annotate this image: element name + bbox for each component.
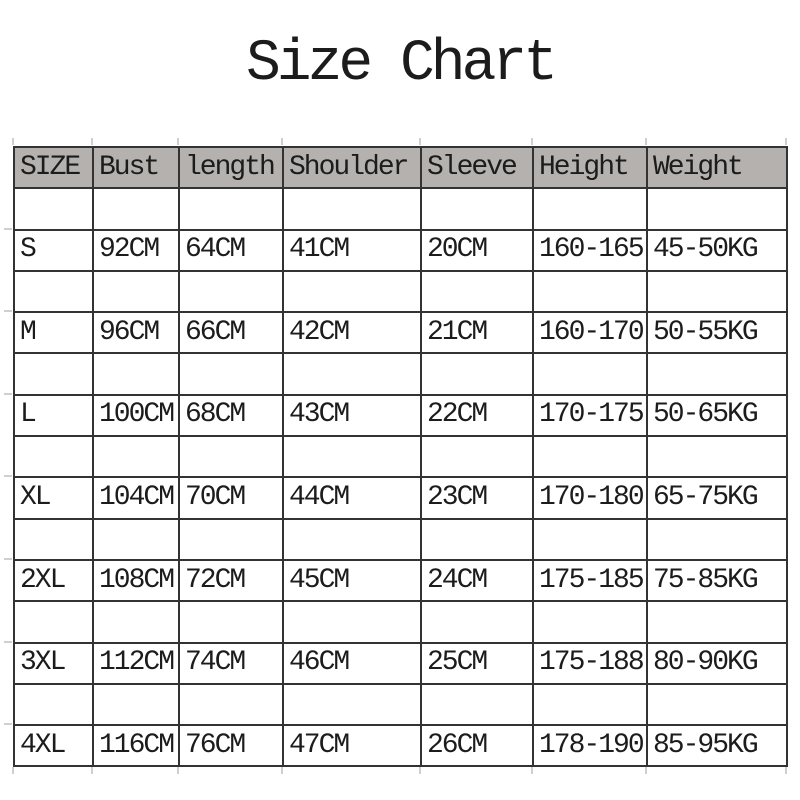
spacer-cell [647,271,787,312]
spacer-cell [93,684,179,725]
spacer-cell [93,601,179,642]
table-cell-bust: 104CM [93,477,179,518]
table-cell-size: M [14,312,93,353]
table-cell-length: 68CM [179,395,283,436]
spacer-cell [179,601,283,642]
table-cell-length: 74CM [179,643,283,684]
table-cell-sleeve: 21CM [421,312,533,353]
gridline-stub [531,767,533,774]
spacer-cell [647,436,787,477]
gridline-stub [4,310,12,312]
spacer-cell [93,353,179,394]
table-cell-height: 178-190 [533,725,647,766]
table-cell-length: 70CM [179,477,283,518]
spacer-cell [421,519,533,560]
spacer-row [14,601,787,642]
table-cell-weight: 80-90KG [647,643,787,684]
table-cell-size: S [14,230,93,271]
table-cell-bust: 92CM [93,230,179,271]
table-header-row [14,147,787,188]
spacer-cell [421,601,533,642]
table-cell-shoulder: 44CM [283,477,421,518]
spacer-cell [533,684,647,725]
spacer-row [14,519,787,560]
size-chart-table [13,146,788,767]
spacer-cell [93,271,179,312]
table-cell-height: 170-175 [533,395,647,436]
table-cell-sleeve: 22CM [421,395,533,436]
spacer-cell [93,188,179,229]
size-row-xl [14,477,787,518]
table-cell-shoulder: 43CM [283,395,421,436]
spacer-cell [647,188,787,229]
gridline-stub [4,475,12,477]
spacer-row [14,271,787,312]
table-cell-size: XL [14,477,93,518]
gridline-stub [419,767,421,774]
spacer-cell [421,684,533,725]
spacer-cell [647,519,787,560]
spacer-cell [533,601,647,642]
table-cell-height: 175-185 [533,560,647,601]
gridline-stub [645,767,647,774]
spacer-row [14,436,787,477]
spacer-cell [421,353,533,394]
size-row-s [14,230,787,271]
gridline-stub [12,767,14,774]
gridline-stub [419,138,421,145]
table-cell-shoulder: 47CM [283,725,421,766]
table-cell-height: 160-165 [533,230,647,271]
table-cell-weight: 45-50KG [647,230,787,271]
table-cell-sleeve: 25CM [421,643,533,684]
table-cell-bust: 116CM [93,725,179,766]
spacer-cell [179,436,283,477]
size-row-l [14,395,787,436]
size-row-3xl [14,643,787,684]
column-header-bust: Bust [93,147,179,188]
gridline-stub [531,138,533,145]
spacer-cell [647,353,787,394]
spacer-cell [283,684,421,725]
spacer-cell [421,271,533,312]
table-cell-sleeve: 24CM [421,560,533,601]
table-cell-sleeve: 26CM [421,725,533,766]
table-cell-weight: 50-65KG [647,395,787,436]
spacer-cell [14,601,93,642]
gridline-stub [281,767,283,774]
gridline-stub [177,138,179,145]
spacer-cell [14,271,93,312]
table-cell-shoulder: 45CM [283,560,421,601]
size-row-2xl [14,560,787,601]
table-cell-weight: 85-95KG [647,725,787,766]
gridline-stub [91,767,93,774]
table-cell-length: 76CM [179,725,283,766]
spacer-cell [533,188,647,229]
spacer-cell [283,436,421,477]
gridline-stub [281,138,283,145]
table-cell-height: 160-170 [533,312,647,353]
spacer-cell [93,519,179,560]
page-title: Size Chart [245,32,555,97]
gridline-stub [4,723,12,725]
gridline-stub [4,558,12,560]
gridline-stub [645,138,647,145]
spacer-cell [179,519,283,560]
spacer-cell [533,271,647,312]
gridline-stub [785,138,787,145]
table-body [14,188,787,766]
table-cell-size: L [14,395,93,436]
table-cell-length: 66CM [179,312,283,353]
spacer-cell [533,519,647,560]
spacer-cell [533,353,647,394]
column-header-sleeve: Sleeve [421,147,533,188]
gridline-stub [4,393,12,395]
gridline-stub [177,767,179,774]
table-cell-height: 175-188 [533,643,647,684]
table-cell-length: 64CM [179,230,283,271]
spacer-cell [179,188,283,229]
spacer-cell [14,519,93,560]
table-cell-weight: 50-55KG [647,312,787,353]
spacer-cell [14,436,93,477]
gridline-stub [12,138,14,145]
table-cell-weight: 65-75KG [647,477,787,518]
spacer-cell [283,519,421,560]
column-header-size: SIZE [14,147,93,188]
spacer-cell [647,601,787,642]
table-cell-size: 4XL [14,725,93,766]
table-cell-bust: 96CM [93,312,179,353]
spacer-cell [179,271,283,312]
table-cell-shoulder: 42CM [283,312,421,353]
spacer-cell [647,684,787,725]
spacer-cell [283,601,421,642]
table-cell-sleeve: 20CM [421,230,533,271]
spacer-cell [421,436,533,477]
gridline-stub [785,767,787,774]
size-row-4xl [14,725,787,766]
spacer-cell [93,436,179,477]
spacer-cell [179,353,283,394]
table-cell-sleeve: 23CM [421,477,533,518]
table-cell-bust: 100CM [93,395,179,436]
spacer-cell [14,684,93,725]
table-cell-shoulder: 46CM [283,643,421,684]
spacer-cell [283,271,421,312]
spacer-cell [14,188,93,229]
size-row-m [14,312,787,353]
table-cell-length: 72CM [179,560,283,601]
table-cell-shoulder: 41CM [283,230,421,271]
spacer-row [14,684,787,725]
table-cell-weight: 75-85KG [647,560,787,601]
table-cell-height: 170-180 [533,477,647,518]
spacer-cell [283,353,421,394]
spacer-row [14,353,787,394]
column-header-height: Height [533,147,647,188]
spacer-cell [533,436,647,477]
spacer-cell [283,188,421,229]
table-cell-size: 3XL [14,643,93,684]
column-header-length: length [179,147,283,188]
table-cell-bust: 112CM [93,643,179,684]
spacer-cell [14,353,93,394]
spacer-cell [421,188,533,229]
table-cell-size: 2XL [14,560,93,601]
gridline-stub [91,138,93,145]
table-cell-bust: 108CM [93,560,179,601]
spacer-cell [179,684,283,725]
gridline-stub [4,641,12,643]
column-header-shoulder: Shoulder [283,147,421,188]
gridline-stub [4,228,12,230]
column-header-weight: Weight [647,147,787,188]
spacer-row [14,188,787,229]
